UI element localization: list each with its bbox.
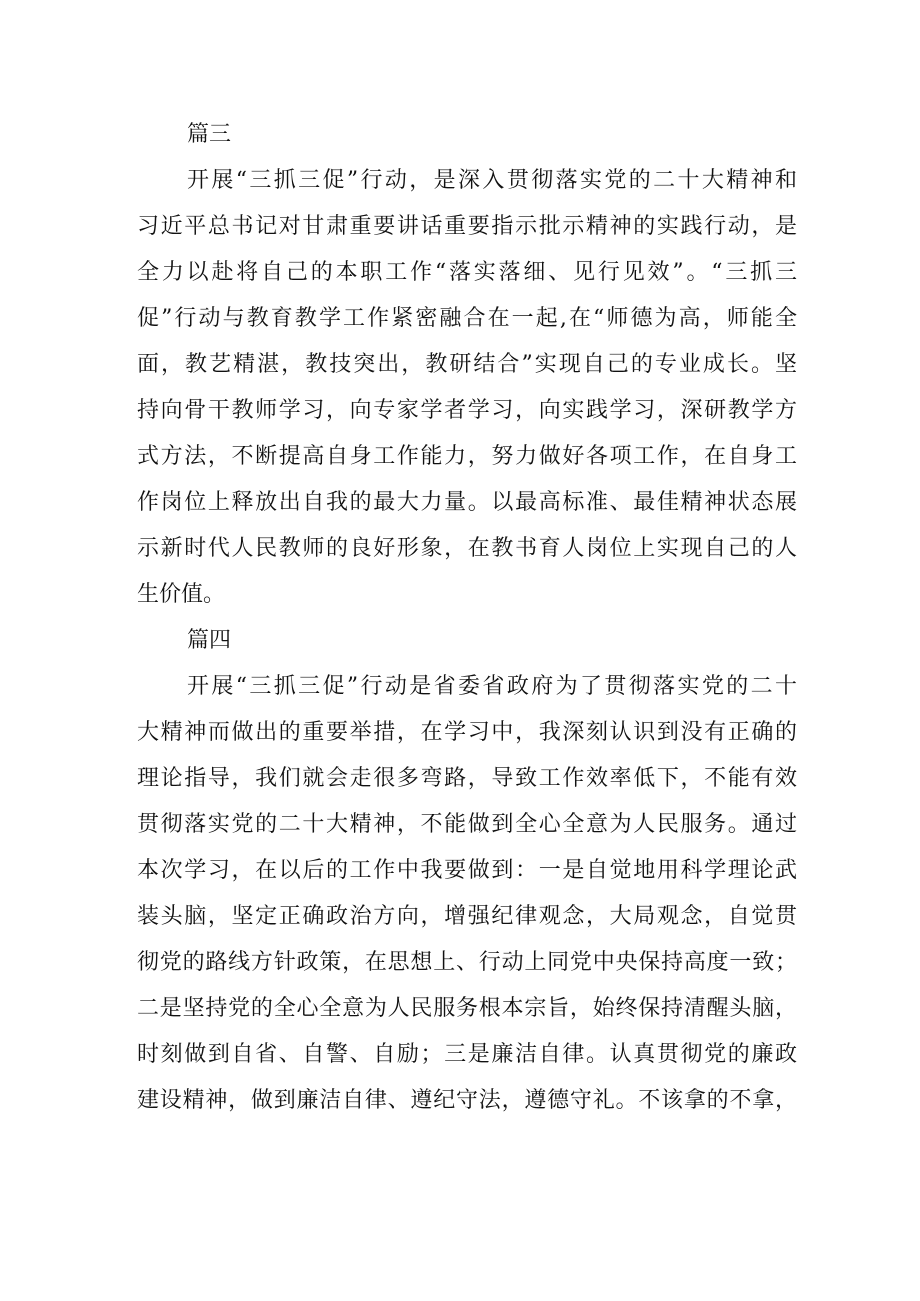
paragraph-line: 开展“三抓三促”行动是省委省政府为了贯彻落实党的二十 (187, 674, 797, 699)
paragraph-line: 装头脑，坚定正确政治方向，增强纪律观念，大局观念，自觉贯 (137, 904, 797, 929)
paragraph-line: 生价值。 (137, 582, 226, 607)
paragraph-line: 持向骨干教师学习，向专家学者学习，向实践学习，深研教学方 (137, 398, 797, 423)
paragraph-line: 理论指导，我们就会走很多弯路，导致工作效率低下，不能有效 (137, 766, 797, 791)
paragraph-line: 示新时代人民教师的良好形象，在教书育人岗位上实现自己的人 (137, 536, 797, 561)
paragraph-line: 本次学习，在以后的工作中我要做到：一是自觉地用科学理论武 (137, 858, 797, 883)
paragraph-line: 大精神而做出的重要举措，在学习中，我深刻认识到没有正确的 (137, 720, 797, 745)
section-3 (137, 112, 797, 618)
paragraph-line: 习近平总书记对甘肃重要讲话重要指示批示精神的实践行动，是 (137, 214, 797, 239)
paragraph (137, 158, 797, 618)
paragraph-line: 建设精神，做到廉洁自律、遵纪守法，遵德守礼。不该拿的不拿， (137, 1088, 797, 1113)
section-heading: 篇三 (187, 122, 232, 147)
paragraph-line: 二是坚持党的全心全意为人民服务根本宗旨，始终保持清醒头脑， (137, 996, 797, 1021)
paragraph-line: 面，教艺精湛，教技突出，教研结合”实现自己的专业成长。坚 (137, 352, 797, 377)
paragraph (137, 664, 797, 1124)
document-body (137, 112, 797, 1124)
paragraph-line: 式方法，不断提高自身工作能力，努力做好各项工作，在自身工 (137, 444, 797, 469)
paragraph-line: 全力以赴将自己的本职工作“落实落细、见行见效”。“三抓三 (137, 260, 797, 285)
section-4 (137, 618, 797, 1124)
paragraph-line: 贯彻落实党的二十大精神，不能做到全心全意为人民服务。通过 (137, 812, 797, 837)
section-heading: 篇四 (187, 628, 232, 653)
paragraph-line: 开展“三抓三促”行动，是深入贯彻落实党的二十大精神和 (187, 168, 797, 193)
paragraph-line: 促”行动与教育教学工作紧密融合在一起,在“师德为高，师能全 (137, 306, 797, 331)
paragraph-line: 作岗位上释放出自我的最大力量。以最高标准、最佳精神状态展 (137, 490, 797, 515)
paragraph-line: 时刻做到自省、自警、自励；三是廉洁自律。认真贯彻党的廉政 (137, 1042, 797, 1067)
paragraph-line: 彻党的路线方针政策，在思想上、行动上同党中央保持高度一致； (137, 950, 797, 975)
